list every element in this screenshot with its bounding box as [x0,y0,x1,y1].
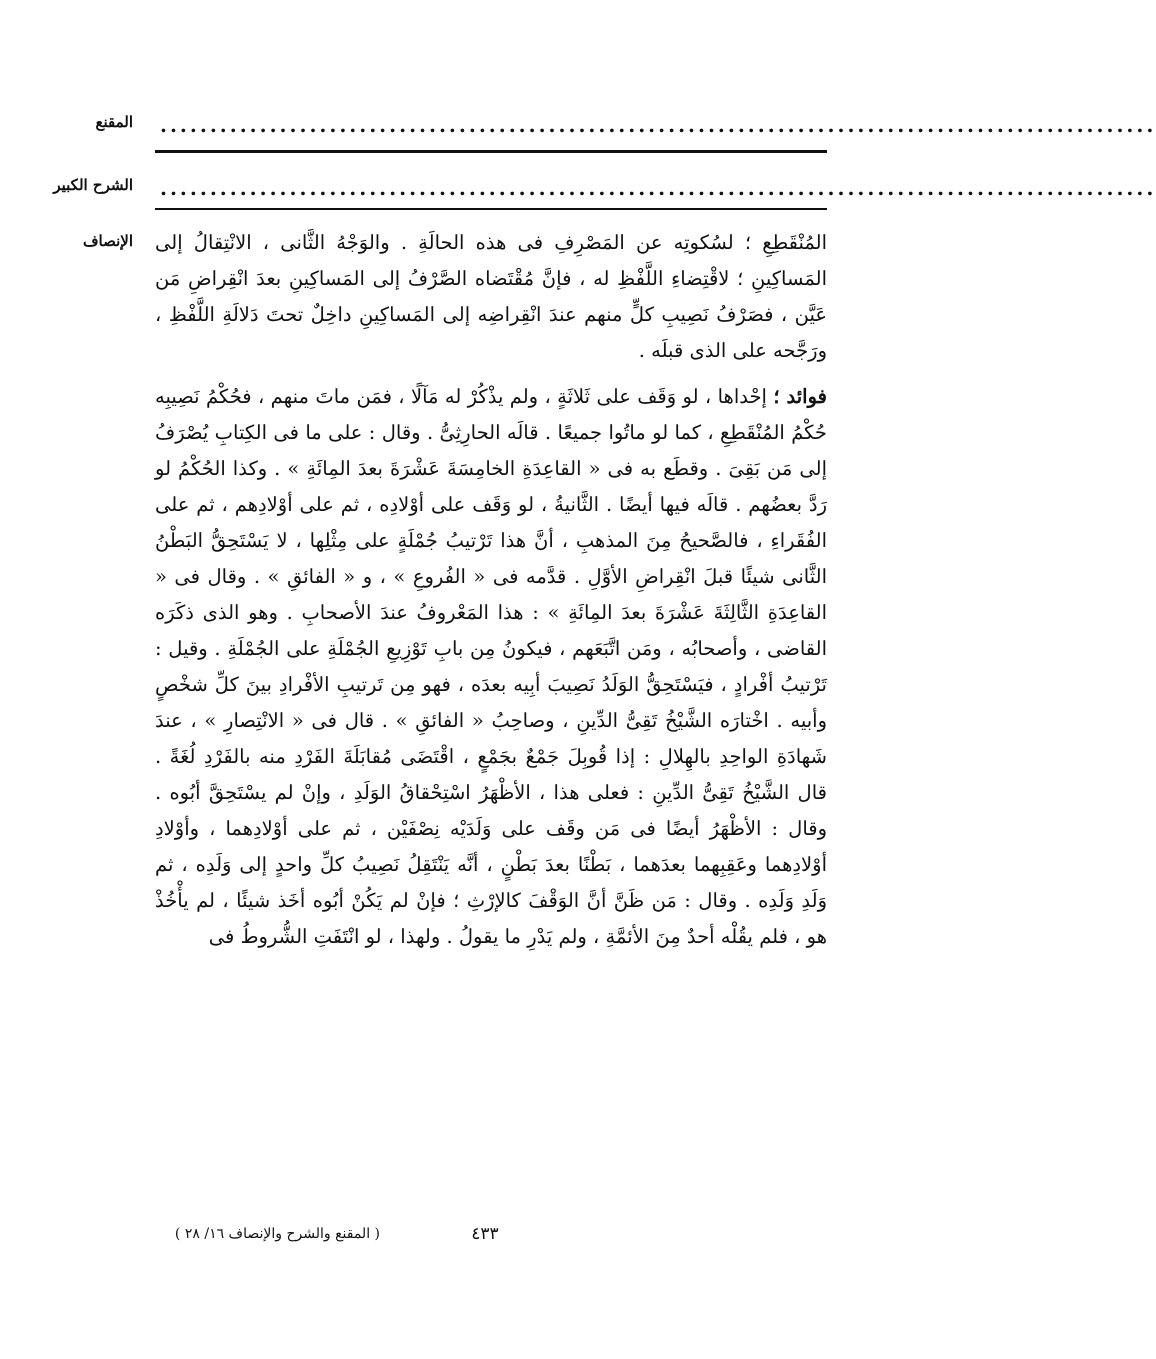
page-number: ٤٣٣ [471,1224,499,1244]
insaf-body [155,225,827,955]
paragraph-2-text: إحْداها ، لو وَقَف على ثَلاثَةٍ ، ولم يذْكُرْ له مَآلًا ، فمَن ماتَ منهم ، فحُكْمُ نَصِيبِه حُكْمُ المُنْقَطِعِ ، كما لو ماتُوا جميعًا . قالَه الحارِثِىُّ . وقال : على ما فى الكِتابِ يُصْرَفُ إلى مَن بَقِىَ . وقطَع به فى « القاعِدَةِ الخامِسَةَ عَشْرَةَ بعدَ المِائَةِ » . وكذا الحُكْمُ لو رَدَّ بعضُهم . قالَه فيها أيضًا . الثَّانيةُ ، لو وَقَف على أوْلادِه ، ثم على أوْلادِهم ، ثم على الفُقَراءِ ، فالصَّحيحُ مِنَ المذهبِ ، أنَّ هذا تَرْتيبُ جُمْلَةٍ على مِثْلِها ، لا يَسْتَحِقُّ البَطْنُ الثَّانى شيئًا قبلَ انْقِراضِ الأوَّلِ . قدَّمه فى « الفُروعِ » ، و « الفائقِ » . وقال فى « القاعِدَةِ الثَّالِثَةَ عَشْرَةَ بعدَ المِائَةِ » : هذا المَعْروفُ عندَ الأصحابِ . وهو الذى ذكَرَه القاضى ، وأصحابُه ، ومَن اتَّبَعَهم ، فيكونُ مِن بابِ تَوْزِيعِ الجُمْلَةِ على الجُمْلَةِ . وقيل : تَرْتيبُ أفْرادٍ ، فيَسْتَحِقُّ الوَلَدُ نَصِيبَ أبِيه بعدَه ، فهو مِن تَرتيبِ الأفْرادِ بينَ كلِّ شخْصٍ وأبيه . اخْتارَه الشَّيْخُ تَقِىُّ الدِّينِ ، وصاحِبُ « الفائقِ » . قال فى « الانْتِصارِ » ، عندَ شَهادَةِ الواحِدِ بالهِلالِ : إذا قُوبِلَ جَمْعٌ بجَمْعٍ ، اقْتَضَى مُقابَلَةَ الفَرْدِ منه بالفَرْدِ لُغَةً . قال الشَّيْخُ تَقِىُّ الدِّينِ : فعلى هذا ، الأظْهَرُ اسْتِحْقاقُ الوَلَدِ ، وإنْ لم يسْتَحِقَّ أبُوه . وقال : الأظْهَرُ أيضًا فى مَن وقَف على وَلَدَيْه نِصْفَيْن ، ثم على أوْلادِهما ، وأوْلادِ أوْلادِهما وعَقِبِهما بعدَهما ، بَطْنًا بعدَ بَطْنٍ ، أنَّه يَنْتَقِلُ نَصِيبُ كلِّ واحدٍ إلى وَلَدِه ، ثم وَلَدِ وَلَدِه . وقال : مَن ظَنَّ أنَّ الوَقْفَ كالإرْثِ ؛ فإنْ لم يَكُنْ أبُوه أخَذ شيئًا ، لم يأْخُذْ هو ، فلم يقُلْه أحدٌ مِنَ الأئمَّةِ ، ولم يَدْرِ ما يقولُ . ولهذا ، لو انْتَفَتِ الشُّروطُ فى [155,385,827,948]
insaf-label: الإنصاف [82,232,133,250]
muqni-divider-rule [155,150,827,153]
paragraph-1: المُنْقَطِعِ ؛ لسُكوتِه عن المَصْرِفِ فى هذه الحالَةِ . والوَجْهُ الثَّانى ، الانْتِقالُ إلى المَساكِينِ ؛ لاقْتِضاءِ اللَّفْظِ له ، فإنَّ مُقْتَضاه الصَّرْفُ إلى المَساكِينِ بعدَ انْقِراضِ مَن عَيَّن ، فصَرْفُ نَصِيبِ كلٍّ منهم عندَ انْقِراضِه إلى المَساكِينِ داخِلٌ تحتَ دَلالَةِ اللَّفْظِ ، ورَجَّحه على الذى قبلَه . [155,231,827,362]
volume-reference: ( المقنع والشرح والإنصاف ١٦/ ٢٨ ) [174,1226,380,1242]
sharh-dotted-line: .................................................................................................... [160,176,1156,200]
fawaid-heading: فوائد ؛ [773,385,827,408]
sharh-label: الشرح الكبير [53,176,133,194]
paragraph-2 [155,379,827,955]
sharh-divider-rule [155,208,827,210]
muqni-label: المقنع [95,113,133,131]
muqni-dotted-line: .................................................................................................... [160,113,1156,137]
